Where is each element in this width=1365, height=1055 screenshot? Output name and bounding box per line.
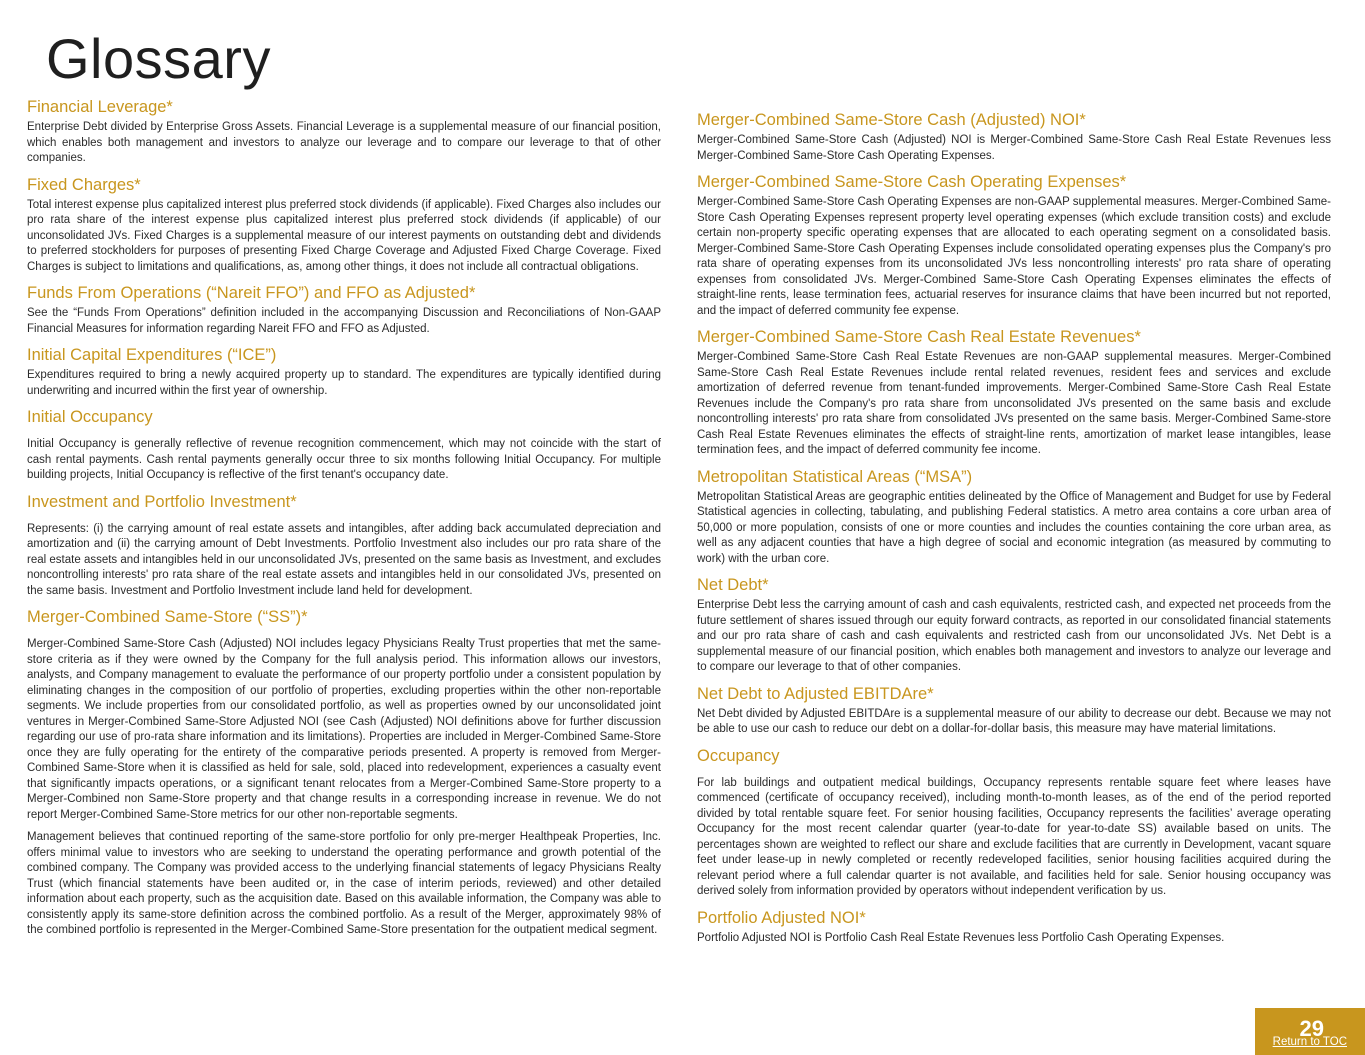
- glossary-entry: [27, 282, 661, 337]
- page-number-badge: [1255, 1008, 1365, 1055]
- glossary-entry: [27, 491, 661, 600]
- glossary-term: Net Debt*: [697, 576, 769, 594]
- glossary-entry: [697, 109, 1331, 164]
- glossary-entry: [27, 406, 661, 484]
- glossary-entry: [697, 326, 1331, 459]
- glossary-definition: Merger-Combined Same-Store Cash (Adjusted) NOI includes legacy Physicians Realty Trust properties that met the same-store criteria as if they were owned by the Company for the full analysis period. This information allows our investors, analysts, and Company management to evaluate the performance of our property portfolio under a consistent population by eliminating changes in the composition of our portfolio of properties, excluding properties within the other non-reportable segments. We include properties from our consolidated portfolio, as well as properties owned by our unconsolidated joint ventures in Merger-Combined Same-Store Adjusted NOI (see Cash (Adjusted) NOI definitions above for further discussion regarding our use of pro-rata share information and its limitations). Properties are included in Merger-Combined Same-Store once they are fully operating for the entirety of the comparative periods presented. A property is removed from Merger-Combined Same-Store when it is classified as held for sale, sold, placed into redevelopment, experiences a casualty event that significantly impacts operations, or a significant tenant relocates from a Merger-Combined Same-Store property to a Merger-Combined non Same-Store property and that change results in a corresponding increase in revenue. We do not report Merger-Combined Same-Store metrics for our other non-reportable segments.: [27, 638, 661, 821]
- glossary-definition: See the “Funds From Operations” definition included in the accompanying Discussion and Reconciliations of Non-GAAP Financial Measures for information regarding Nareit FFO and FFO as Adjusted.: [27, 307, 661, 335]
- glossary-entry: [27, 96, 661, 167]
- glossary-term: Net Debt to Adjusted EBITDAre*: [697, 684, 934, 703]
- glossary-term: Merger-Combined Same-Store Cash (Adjusted) NOI*: [697, 111, 1086, 129]
- return-to-toc-link[interactable]: Return to TOC: [1272, 1036, 1347, 1048]
- glossary-entry: [27, 174, 661, 276]
- glossary-term: Initial Capital Expenditures (“ICE”): [27, 346, 277, 364]
- glossary-term: Occupancy: [697, 746, 780, 765]
- glossary-definition: Expenditures required to bring a newly acquired property up to standard. The expenditures are typically identified during underwriting and incurred within the first year of ownership.: [27, 369, 661, 397]
- glossary-right-column: [697, 109, 1331, 953]
- glossary-term: Merger-Combined Same-Store (“SS”)*: [27, 608, 308, 626]
- glossary-definition: Enterprise Debt divided by Enterprise Gross Assets. Financial Leverage is a supplemental measure of our financial position, which enables both management and investors to analyze our leverage and to compare our leverage to that of other companies.: [27, 121, 661, 164]
- glossary-entry: [697, 574, 1331, 676]
- glossary-definition: Merger-Combined Same-Store Cash (Adjusted) NOI is Merger-Combined Same-Store Cash Real Estate Revenues less Merger-Combined Same-Store Cash Operating Expenses.: [697, 134, 1331, 162]
- glossary-definition: Metropolitan Statistical Areas are geographic entities delineated by the Office of Management and Budget for use by Federal Statistical agencies in collecting, tabulating, and publishing Federal statistics. A metro area contains a core urban area of 50,000 or more population, consists of one or more counties and includes the counties containing the core urban area, as well as any adjacent counties that have a high degree of social and economic integration (as measured by commuting to work) with the urban core.: [697, 490, 1331, 565]
- glossary-term: Merger-Combined Same-Store Cash Operating Expenses*: [697, 173, 1127, 191]
- glossary-definition: Initial Occupancy is generally reflective of revenue recognition commencement, which may not coincide with the start of cash rental payments. Cash rental payments generally occur three to six months following Initial Occupancy. For multiple building projects, Initial Occupancy is reflective of the first tenant's occupancy date.: [27, 438, 661, 481]
- glossary-definition: For lab buildings and outpatient medical buildings, Occupancy represents rentable square feet where leases have commenced (certificate of occupancy received), including month-to-month leases, as of the end of the period reported divided by total rentable square feet. For senior housing facilities, Occupancy represents the facilities’ average operating Occupancy for the most recent calendar quarter (year-to-date for year-to-date SS) available based on units. The percentages shown are weighted to reflect our share and exclude facilities that are currently in Development, vacant square feet under lease-up in newly completed or recently redeveloped facilities, senior housing facilities acquired during the relevant period where a full calendar quarter is not available, and facilities held for sale. Senior housing occupancy was derived solely from information provided by operators without independent verification by us.: [697, 776, 1331, 897]
- glossary-entry: [697, 683, 1331, 738]
- glossary-definition: Merger-Combined Same-Store Cash Operating Expenses are non-GAAP supplemental measures. Merger-Combined Same-Store Cash Operating Expenses represent property level operating expenses (which exclude transition costs) and exclude certain non-property specific operating expenses that are allocated to each operating segment on a consolidated basis. Merger-Combined Same-Store Cash Operating Expenses include consolidated operating expenses plus the Company's pro rata share of operating expenses from its unconsolidated JVs less noncontrolling interests' pro rata share of operating expenses from consolidated JVs. Merger-Combined Same-Store Cash Operating Expenses eliminates the effects of straight-line rents, lease termination fees, actuarial reserves for insurance claims that have been incurred but not reported, and the impact of deferred community fee expense.: [697, 196, 1331, 317]
- glossary-definition: Portfolio Adjusted NOI is Portfolio Cash Real Estate Revenues less Portfolio Cash Operating Expenses.: [697, 931, 1225, 944]
- glossary-entry: [697, 745, 1331, 900]
- glossary-definition: Net Debt divided by Adjusted EBITDAre is a supplemental measure of our ability to decrease our debt. Because we may not be able to use our cash to reduce our debt on a dollar-for-dollar basis, this measure may have material limitations.: [697, 707, 1331, 735]
- glossary-entry: [697, 907, 1331, 947]
- page-number: 29: [1299, 1016, 1324, 1041]
- glossary-term: Fixed Charges*: [27, 175, 141, 194]
- glossary-definition: Management believes that continued reporting of the same-store portfolio for only pre-merger Healthpeak Properties, Inc. offers minimal value to investors who are seeking to understand the operating performance and growth potential of the combined company. The Company was provided access to the underlying financial statements of legacy Physicians Realty Trust (which financial statements have been audited or, in the case of interim periods, reviewed) and other detailed information about each property, such as the acquisition date. Based on this available information, the Company was able to consistently apply its same-store definition across the combined portfolio. As a result of the Merger, approximately 98% of the combined portfolio is represented in the Merger-Combined Same-Store presentation for the outpatient medical segment.: [27, 831, 661, 936]
- glossary-left-column: [27, 96, 661, 946]
- glossary-definition: Total interest expense plus capitalized interest plus preferred stock dividends (if applicable). Fixed Charges also includes our pro rata share of the interest expense plus capitalized interest plus preferred stock dividends (if applicable) of our unconsolidated JVs. Fixed Charges is a supplemental measure of our interest payments on outstanding debt and dividends to preferred stockholders for purposes of presenting Fixed Charge Coverage and Adjusted Fixed Charge Coverage. Fixed Charges is subject to limitations and qualifications, as, among other things, it does not include all contractual obligations.: [27, 198, 661, 273]
- glossary-term: Financial Leverage*: [27, 98, 173, 116]
- glossary-definition: Merger-Combined Same-Store Cash Real Estate Revenues are non-GAAP supplemental measures. Merger-Combined Same-Store Cash Real Estate Revenues include rental related revenues, resident fees and services and exclude amortization of deferred revenue from tenant-funded improvements. Merger-Combined Same-Store Cash Real Estate Revenues include the Company's pro rata share from unconsolidated JVs presented on the same basis and exclude noncontrolling interests' pro rata share from consolidated JVs presented on the same basis. Merger-Combined Same-store Cash Real Estate Revenues eliminates the effects of straight-line rents, amortization of market lease intangibles, lease termination fees, and the impact of deferred community fee income.: [697, 351, 1331, 456]
- glossary-entry: [27, 606, 661, 939]
- glossary-entry: [27, 344, 661, 399]
- glossary-term: Portfolio Adjusted NOI*: [697, 908, 866, 927]
- glossary-term: Investment and Portfolio Investment*: [27, 492, 297, 511]
- glossary-term: Merger-Combined Same-Store Cash Real Estate Revenues*: [697, 328, 1141, 346]
- glossary-entry: [697, 171, 1331, 319]
- glossary-term: Funds From Operations (“Nareit FFO”) and FFO as Adjusted*: [27, 284, 476, 302]
- glossary-term: Initial Occupancy: [27, 408, 153, 426]
- glossary-entry: [697, 466, 1331, 568]
- glossary-definition: Enterprise Debt less the carrying amount of cash and cash equivalents, restricted cash, and expected net proceeds from the future settlement of shares issued through our equity forward contracts, as reported in our consolidated financial statements and our pro rata share of cash and cash equivalents and restricted cash from our unconsolidated JVs. Net Debt is a supplemental measure of our financial position, which enables both management and investors to analyze our leverage and to compare our leverage to that of other companies.: [697, 599, 1331, 673]
- glossary-term: Metropolitan Statistical Areas (“MSA”): [697, 467, 973, 486]
- page-title: Glossary: [46, 27, 271, 90]
- glossary-definition: Represents: (i) the carrying amount of real estate assets and intangibles, after adding back accumulated depreciation and amortization and (ii) the carrying amount of Debt Investments. Portfolio Investment also includes our pro rata share of the real estate assets and intangibles held in our unconsolidated JVs, presented on the same basis as Investment, and excludes noncontrolling interests' pro rata share of the real estate assets and intangibles held in our consolidated JVs, presented on the same basis. Investment and Portfolio Investment include land held for development.: [27, 522, 661, 597]
